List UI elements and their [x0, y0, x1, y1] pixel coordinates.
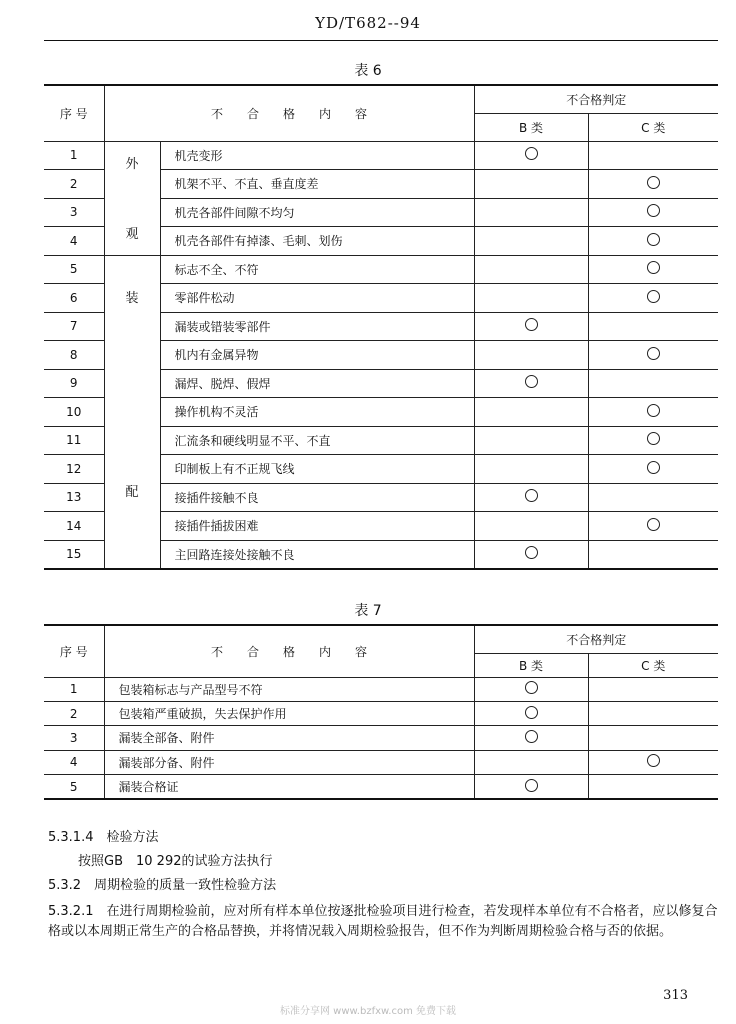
circle-mark	[647, 754, 660, 767]
judge-empty-cell	[588, 775, 718, 800]
judge-mark-cell	[588, 170, 718, 199]
judge-empty-cell	[474, 170, 588, 199]
row-content: 机内有金属异物	[160, 341, 474, 370]
document-header: YD/T682--94	[315, 14, 421, 32]
row-number: 14	[44, 512, 104, 541]
circle-mark	[647, 261, 660, 274]
judge-empty-cell	[588, 701, 718, 725]
circle-mark	[525, 489, 538, 502]
judge-mark-cell	[474, 312, 588, 341]
circle-mark	[647, 204, 660, 217]
judge-empty-cell	[588, 677, 718, 701]
row-content: 漏装或错装零部件	[160, 312, 474, 341]
t7-col-content: 不合格内容	[104, 625, 474, 677]
circle-mark	[525, 546, 538, 559]
judge-mark-cell	[588, 512, 718, 541]
judge-mark-cell	[474, 726, 588, 750]
watermark: 标准分享网 www.bzfxw.com 免费下载	[280, 1006, 456, 1017]
row-number: 4	[44, 227, 104, 256]
row-content: 漏装部分备、附件	[104, 750, 474, 774]
circle-mark	[647, 176, 660, 189]
t6-col-b: B 类	[474, 113, 588, 141]
judge-empty-cell	[474, 455, 588, 484]
t6-col-judge: 不合格判定	[474, 85, 718, 113]
judge-empty-cell	[474, 426, 588, 455]
row-content: 零部件松动	[160, 284, 474, 313]
circle-mark	[647, 404, 660, 417]
circle-mark	[525, 375, 538, 388]
row-number: 9	[44, 369, 104, 398]
row-number: 11	[44, 426, 104, 455]
table-row	[44, 141, 718, 170]
judge-mark-cell	[474, 540, 588, 569]
circle-mark	[525, 779, 538, 792]
row-content: 漏装合格证	[104, 775, 474, 800]
judge-empty-cell	[474, 398, 588, 427]
circle-mark	[647, 347, 660, 360]
section-5-3-2-heading: 5.3.2 周期检验的质量一致性检验方法	[48, 878, 277, 893]
row-content: 机壳变形	[160, 141, 474, 170]
judge-mark-cell	[588, 284, 718, 313]
t6-col-content: 不合格内容	[104, 85, 474, 141]
table-row	[44, 701, 718, 725]
row-number: 3	[44, 198, 104, 227]
judge-empty-cell	[588, 540, 718, 569]
row-number: 7	[44, 312, 104, 341]
judge-empty-cell	[474, 284, 588, 313]
row-number: 10	[44, 398, 104, 427]
row-content: 机架不平、不直、垂直度差	[160, 170, 474, 199]
table-7	[44, 624, 718, 800]
t7-col-c: C 类	[588, 653, 718, 677]
circle-mark	[525, 681, 538, 694]
row-number: 6	[44, 284, 104, 313]
table-row	[44, 677, 718, 701]
group-label	[104, 141, 160, 255]
judge-mark-cell	[474, 369, 588, 398]
table-row	[44, 255, 718, 284]
row-number: 15	[44, 540, 104, 569]
judge-mark-cell	[588, 227, 718, 256]
header-rule	[44, 40, 718, 41]
row-number: 1	[44, 677, 104, 701]
judge-mark-cell	[588, 341, 718, 370]
judge-mark-cell	[474, 141, 588, 170]
judge-mark-cell	[588, 255, 718, 284]
judge-empty-cell	[588, 726, 718, 750]
judge-empty-cell	[474, 227, 588, 256]
row-content: 机壳各部件有掉漆、毛刺、划伤	[160, 227, 474, 256]
judge-mark-cell	[474, 701, 588, 725]
table-row	[44, 726, 718, 750]
group-char: 配	[125, 484, 139, 500]
row-content: 主回路连接处接触不良	[160, 540, 474, 569]
section-5-3-1-4-heading: 5.3.1.4 检验方法	[48, 830, 159, 845]
judge-empty-cell	[588, 369, 718, 398]
judge-mark-cell	[588, 455, 718, 484]
row-content: 漏装全部备、附件	[104, 726, 474, 750]
row-content: 机壳各部件间隙不均匀	[160, 198, 474, 227]
page-number: 313	[663, 988, 688, 1003]
table-row	[44, 750, 718, 774]
group-char: 装	[125, 290, 139, 306]
t7-col-b: B 类	[474, 653, 588, 677]
circle-mark	[647, 432, 660, 445]
row-number: 13	[44, 483, 104, 512]
row-content: 漏焊、脱焊、假焊	[160, 369, 474, 398]
circle-mark	[525, 730, 538, 743]
group-char: 外	[125, 156, 139, 172]
row-number: 3	[44, 726, 104, 750]
circle-mark	[647, 233, 660, 246]
judge-empty-cell	[474, 198, 588, 227]
row-number: 2	[44, 701, 104, 725]
row-content: 接插件插拔困难	[160, 512, 474, 541]
circle-mark	[647, 518, 660, 531]
row-number: 5	[44, 255, 104, 284]
row-content: 包装箱标志与产品型号不符	[104, 677, 474, 701]
row-content: 接插件接触不良	[160, 483, 474, 512]
group-char: 观	[125, 226, 139, 242]
table7-caption: 表 7	[354, 603, 382, 619]
judge-empty-cell	[474, 512, 588, 541]
group-label	[104, 255, 160, 569]
judge-mark-cell	[588, 198, 718, 227]
row-number: 1	[44, 141, 104, 170]
row-content: 印制板上有不正规飞线	[160, 455, 474, 484]
table6-caption: 表 6	[354, 63, 382, 79]
section-5-3-2-1-paragraph: 5.3.2.1 在进行周期检验前，应对所有样本单位按逐批检验项目进行检查，若发现样本单位有不合格者，应以修复合格或以本周期正常生产的合格品替换，并将情况载入周期检验报告，但不作为判断周期检验合格与否的依据。	[48, 904, 718, 939]
row-content: 包装箱严重破损，失去保护作用	[104, 701, 474, 725]
row-number: 2	[44, 170, 104, 199]
row-content: 操作机构不灵活	[160, 398, 474, 427]
t7-col-seq: 序 号	[44, 625, 104, 677]
section-5-3-1-4-text: 按照GB 10 292的试验方法执行	[78, 854, 273, 869]
row-number: 12	[44, 455, 104, 484]
row-number: 8	[44, 341, 104, 370]
table-6	[44, 84, 718, 570]
judge-mark-cell	[474, 677, 588, 701]
judge-empty-cell	[474, 341, 588, 370]
judge-mark-cell	[588, 750, 718, 774]
row-content: 标志不全、不符	[160, 255, 474, 284]
judge-empty-cell	[588, 312, 718, 341]
row-content: 汇流条和硬线明显不平、不直	[160, 426, 474, 455]
circle-mark	[525, 318, 538, 331]
circle-mark	[525, 706, 538, 719]
circle-mark	[647, 290, 660, 303]
judge-empty-cell	[588, 483, 718, 512]
row-number: 5	[44, 775, 104, 800]
circle-mark	[525, 147, 538, 160]
circle-mark	[647, 461, 660, 474]
row-number: 4	[44, 750, 104, 774]
t7-col-judge: 不合格判定	[474, 625, 718, 653]
table-row	[44, 775, 718, 800]
judge-mark-cell	[474, 775, 588, 800]
t6-col-c: C 类	[588, 113, 718, 141]
judge-empty-cell	[474, 255, 588, 284]
judge-mark-cell	[588, 398, 718, 427]
t6-col-seq: 序 号	[44, 85, 104, 141]
judge-empty-cell	[588, 141, 718, 170]
judge-empty-cell	[474, 750, 588, 774]
judge-mark-cell	[474, 483, 588, 512]
judge-mark-cell	[588, 426, 718, 455]
